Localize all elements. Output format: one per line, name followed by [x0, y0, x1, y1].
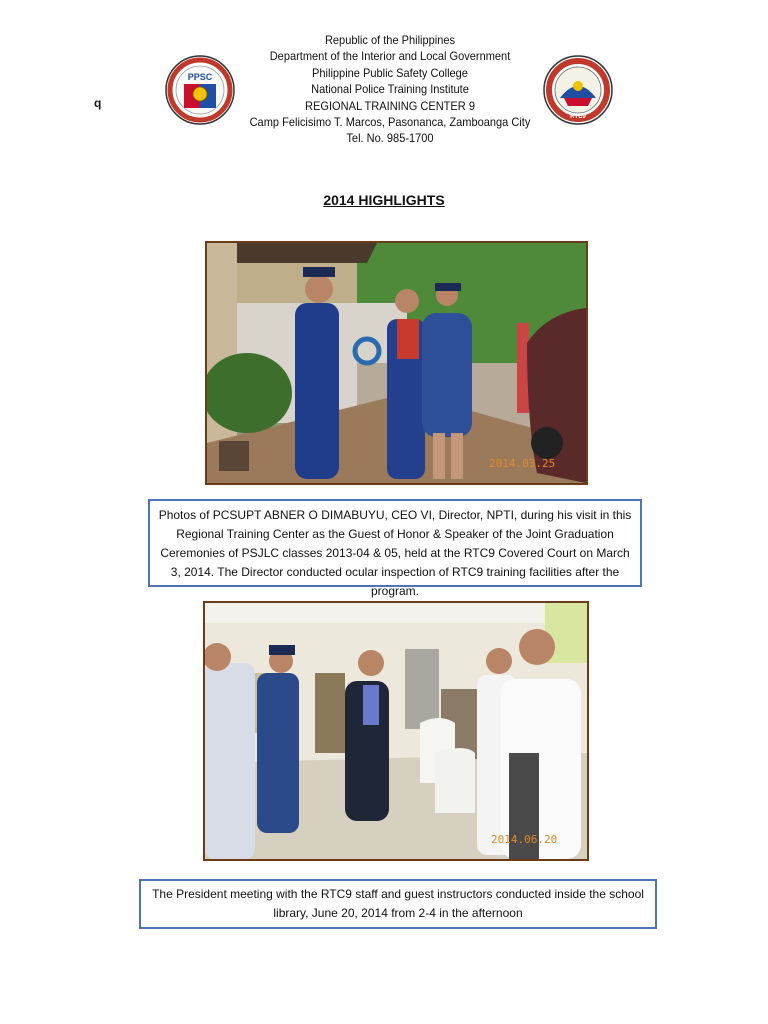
letterhead-text	[178, 32, 601, 147]
header-line: Republic of the Philippines	[324, 33, 456, 47]
svg-text:PPSC: PPSC	[187, 72, 213, 82]
page-title: 2014 HIGHLIGHTS	[323, 192, 445, 208]
rtc9-seal-icon	[542, 54, 614, 126]
photo-caption-1: Photos of PCSUPT ABNER O DIMABUYU, CEO VI, Director, NPTI, during his visit in this Regional Training Center as the Guest of Honor & Speaker of the Joint Graduation Ceremonies of PSJLC classes 2013-04 & 05, held at the RTC9 Covered Court on March 3, 2014. The Director conducted ocular inspection of RTC9 training facilities after the program.	[148, 499, 642, 587]
header-line: Tel. No. 985-1700	[346, 131, 434, 146]
date-stamp: 2014.06.20	[491, 833, 558, 846]
letterhead	[160, 32, 620, 152]
photo-president-meeting	[203, 601, 589, 861]
header-line: Philippine Public Safety College	[312, 65, 468, 80]
photo-director-visit	[205, 241, 588, 485]
date-stamp: 2014.03.25	[489, 457, 556, 470]
svg-text:RTC9: RTC9	[570, 114, 586, 120]
header-line: National Police Training Institute	[311, 82, 469, 97]
header-line: Camp Felicisimo T. Marcos, Pasonanca, Zamboanga City	[249, 115, 531, 130]
photo-caption-2: The President meeting with the RTC9 staff and guest instructors conducted inside the school library, June 20, 2014 from 2-4 in the afternoon	[139, 879, 657, 929]
stray-mark: q	[94, 96, 102, 110]
header-line: REGIONAL TRAINING CENTER 9	[305, 98, 475, 113]
header-line: Department of the Interior and Local Government	[269, 49, 511, 64]
